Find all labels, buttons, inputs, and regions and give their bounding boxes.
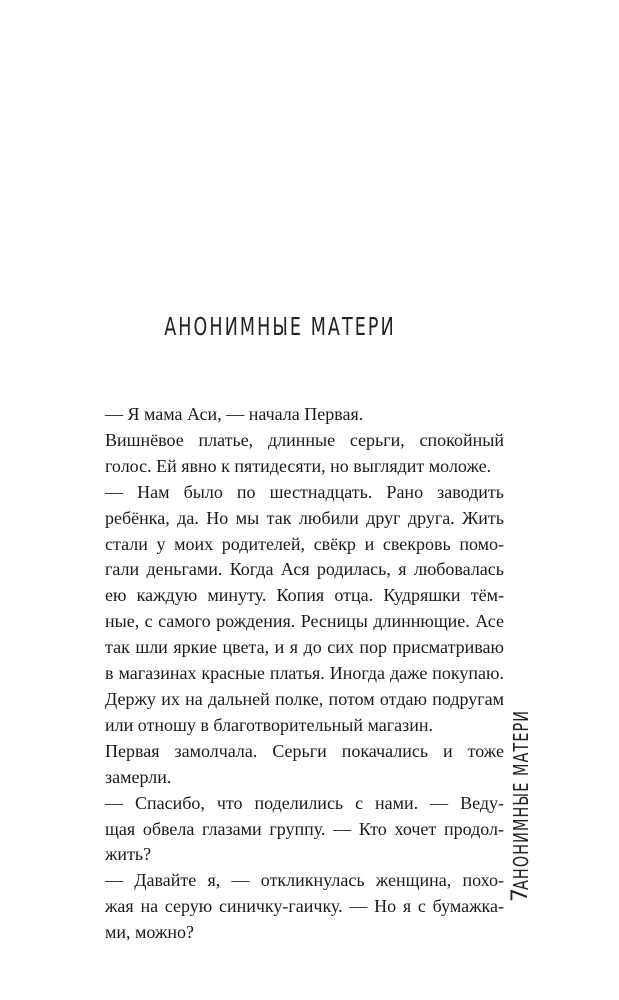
text-line: жая на серую синичку-гаичку. — Но я с бумажка-: [105, 896, 504, 917]
paragraph-6: [86, 868, 504, 946]
text-line: жить?: [105, 844, 152, 865]
text-line: ею каждую минуту. Копия отца. Кудряшки тём-: [105, 585, 504, 606]
text-line: в магазинах красные платья. Иногда даже покупаю.: [105, 663, 504, 684]
text-line: стали у моих родителей, свёкр и свекровь помо-: [105, 533, 504, 554]
text-line: или отношу в благотворительный магазин.: [105, 714, 434, 735]
page-number: 7: [508, 888, 533, 902]
paragraph-3: [86, 480, 504, 739]
body-text: [86, 402, 504, 946]
text-line: ми, можно?: [105, 922, 195, 943]
running-header-text: АНОНИМНЫЕ МАТЕРИ: [509, 709, 533, 890]
text-line: так шли яркие цвета, и я до сих пор присматриваю: [105, 637, 504, 658]
text-line: гали деньгами. Когда Ася родилась, я любовалась: [105, 559, 504, 580]
text-line: ребёнка, да. Но мы так любили друг друга. Жить: [105, 507, 504, 528]
text-line: — Я мама Аси, — начала Первая.: [105, 404, 364, 424]
chapter-title: АНОНИМНЫЕ МАТЕРИ: [164, 312, 396, 341]
paragraph-4: [86, 739, 504, 791]
paragraph-1: [86, 402, 504, 428]
running-header: [508, 650, 534, 890]
text-line: Вишнёвое платье, длинные серьги, спокойный: [105, 429, 504, 450]
text-line: Держу их на дальней полке, потом отдаю подругам: [105, 688, 504, 709]
text-line: ные, с самого рождения. Ресницы длиннющие. Асе: [105, 611, 504, 632]
text-line: — Давайте я, — откликнулась женщина, похо-: [105, 870, 504, 891]
text-line: — Спасибо, что поделились с нами. — Веду-: [105, 792, 504, 813]
text-line: Первая замолчала. Серьги покачались и тоже: [105, 740, 504, 761]
text-line: щая обвела глазами группу. — Кто хочет продол-: [105, 818, 504, 839]
paragraph-5: [86, 791, 504, 869]
text-line: замерли.: [105, 766, 172, 787]
text-line: — Нам было по шестнадцать. Рано заводить: [105, 481, 504, 502]
text-line: голос. Ей явно к пятидесяти, но выглядит моложе.: [105, 455, 492, 476]
paragraph-2: [86, 428, 504, 480]
